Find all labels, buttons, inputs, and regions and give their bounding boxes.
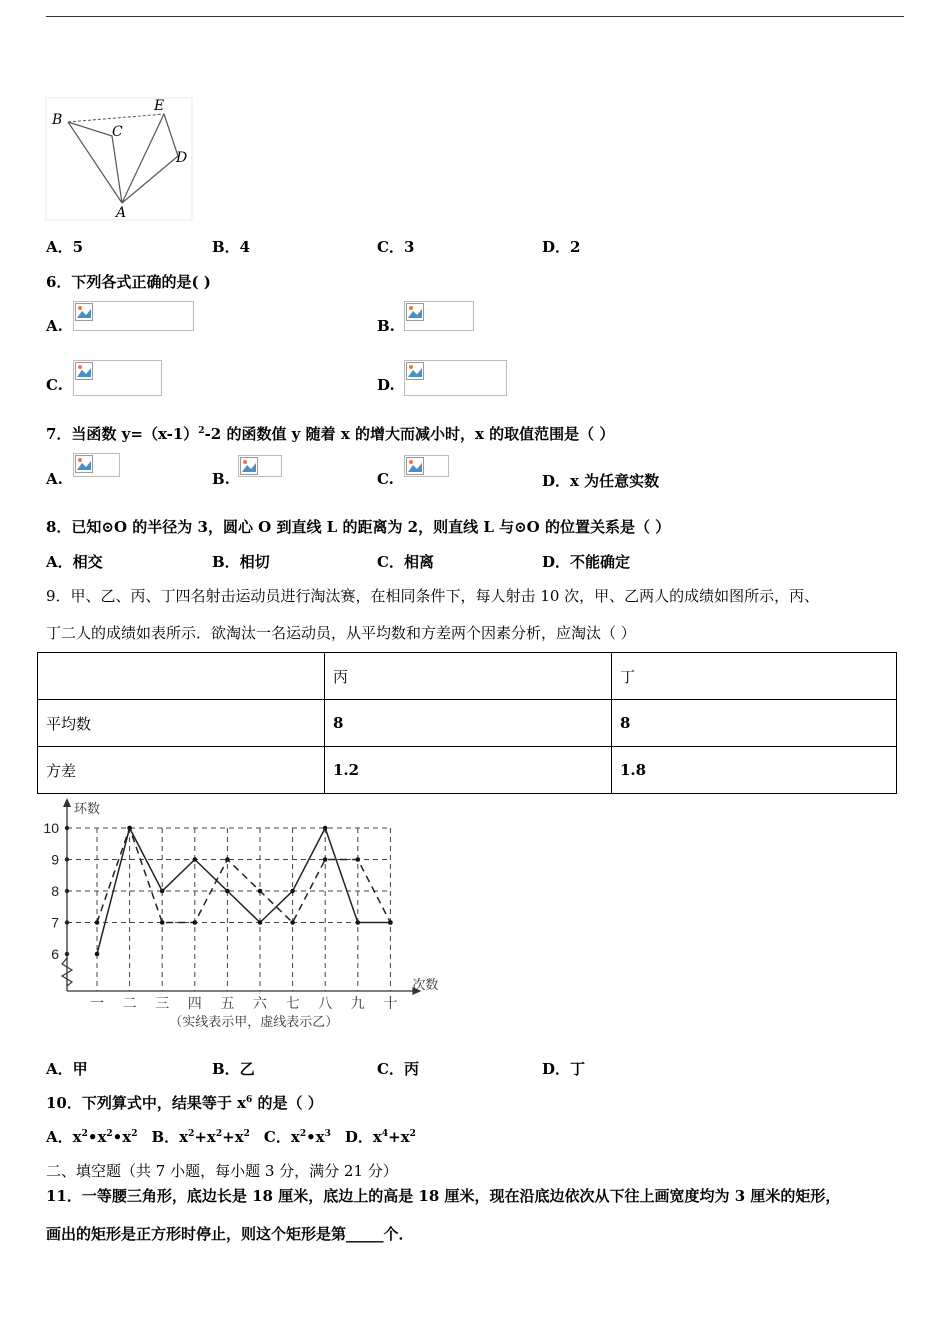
data-point-jia: [356, 920, 361, 925]
data-point-yi: [225, 857, 230, 862]
y-axis-label: 环数: [74, 802, 101, 817]
q7-stem-post: -2 的函数值 y 随着 x 的增大而减小时，x 的取值范围是（ ）: [204, 425, 615, 443]
data-point-yi: [290, 920, 295, 925]
label-a: A: [116, 205, 127, 221]
q5-option-d[interactable]: D．2: [542, 238, 581, 256]
table-cell: 8: [612, 700, 897, 747]
q10-term-base: +x: [388, 1128, 410, 1146]
q7-option-d[interactable]: D．x 为任意实数: [542, 472, 660, 490]
table-cell: 1.2: [325, 747, 612, 794]
label-b: B: [52, 112, 63, 128]
table-cell: [38, 653, 325, 700]
q10-option-label: C．: [263, 1128, 291, 1146]
q10-option-label: A．: [46, 1128, 73, 1146]
q10-term-base: •x: [87, 1128, 107, 1146]
q5-option-c[interactable]: C．3: [377, 238, 415, 256]
geometry-figure: [44, 96, 194, 222]
data-point-yi: [193, 920, 198, 925]
q10-option-b[interactable]: [151, 1128, 249, 1146]
q10-term-exponent: 4: [381, 1129, 389, 1139]
q10-option-label: B．: [151, 1128, 180, 1146]
y-tick-label: 7: [51, 914, 59, 931]
q10-term-exponent: 2: [299, 1129, 307, 1139]
q10-term-base: +x: [222, 1128, 244, 1146]
q10-term-exponent: 2: [409, 1129, 416, 1139]
y-tick-dot: [65, 857, 69, 861]
broken-image-icon: [406, 303, 424, 321]
q10-term-exponent: 2: [131, 1129, 138, 1139]
y-tick-dot: [65, 826, 69, 830]
q10-stem-sup: 6: [246, 1095, 253, 1105]
data-point-yi: [388, 920, 393, 925]
broken-image-icon: [240, 457, 258, 475]
q6-b-broken-image: [404, 301, 474, 331]
data-point-jia: [258, 920, 263, 925]
y-tick-label: 8: [51, 883, 59, 899]
q9-stem-line1: 9．甲、乙、丙、丁四名射击运动员进行淘汰赛，在相同条件下，每人射击 10 次，甲、乙两人的成绩如图所示，丙、: [46, 587, 820, 605]
q6-stem: 6．下列各式正确的是( ): [46, 273, 211, 291]
chart-caption: （实线表示甲，虚线表示乙）: [169, 1015, 339, 1030]
q8-option-d[interactable]: D．不能确定: [542, 553, 631, 571]
q8-option-b[interactable]: B．相切: [212, 553, 270, 571]
broken-image-icon: [75, 303, 93, 321]
x-tick-label: 五: [220, 996, 235, 1012]
q7-stem-sup: 2: [198, 426, 205, 436]
q9-option-b[interactable]: B．乙: [212, 1060, 255, 1078]
y-tick-label: 6: [51, 946, 59, 962]
q10-option-a[interactable]: [46, 1128, 137, 1146]
x-tick-label: 七: [285, 996, 300, 1012]
q6-option-d[interactable]: D.: [377, 376, 395, 394]
x-tick-label: 一: [90, 996, 104, 1012]
y-tick-dot: [65, 952, 69, 956]
y-tick-dot: [65, 889, 69, 893]
x-tick-label: 四: [187, 996, 202, 1012]
y-axis-arrow: [63, 798, 71, 807]
x-axis-label: 次数: [412, 978, 439, 993]
q6-c-broken-image: [73, 360, 162, 396]
q9-option-d[interactable]: D．丁: [542, 1060, 586, 1078]
q11-line2: 画出的矩形是正方形时停止，则这个矩形是第_____个．: [46, 1225, 414, 1243]
q7-option-c[interactable]: C.: [377, 470, 394, 488]
data-point-jia: [290, 889, 295, 894]
q10-term-base: •x: [112, 1128, 132, 1146]
q10-term-base: x: [290, 1128, 300, 1146]
table-row: [38, 747, 897, 794]
q10-term-exponent: 2: [81, 1129, 88, 1139]
x-tick-label: 二: [122, 996, 137, 1012]
q7-stem: [46, 423, 614, 444]
q6-option-b[interactable]: B.: [377, 317, 395, 335]
q7-stem-pre: 7．当函数 y=（x-1）: [46, 425, 199, 443]
q9-table: [37, 652, 897, 794]
q10-term-exponent: 3: [324, 1129, 331, 1139]
data-point-jia: [225, 889, 230, 894]
q10-stem-post: 的是（ ）: [252, 1094, 323, 1112]
q10-term-base: x: [179, 1128, 189, 1146]
q6-option-c[interactable]: C.: [46, 376, 63, 394]
x-tick-label: 六: [253, 996, 267, 1012]
q10-option-c[interactable]: [264, 1128, 331, 1146]
series-line-yi: [97, 828, 390, 923]
q6-option-a[interactable]: A.: [46, 317, 63, 335]
broken-image-icon: [406, 457, 424, 475]
q9-option-a[interactable]: A．甲: [46, 1060, 88, 1078]
q8-option-c[interactable]: C．相离: [377, 553, 434, 571]
data-point-jia: [160, 889, 165, 894]
label-d: D: [176, 150, 188, 166]
section-2-heading: 二、填空题（共 7 小题，每小题 3 分，满分 21 分）: [46, 1162, 398, 1180]
x-tick-label: 十: [383, 996, 398, 1012]
data-point-yi: [323, 857, 328, 862]
q7-option-b[interactable]: B.: [212, 470, 230, 488]
table-cell: 1.8: [612, 747, 897, 794]
top-rule: [46, 16, 904, 17]
broken-image-icon: [406, 362, 424, 380]
y-tick-label: 10: [43, 820, 59, 836]
q10-stem: [46, 1092, 323, 1113]
q10-option-d[interactable]: [345, 1128, 416, 1146]
table-row: [38, 653, 897, 700]
table-cell: 丁: [612, 653, 897, 700]
q6-d-broken-image: [404, 360, 507, 396]
q10-options: [46, 1126, 430, 1147]
data-point-yi: [160, 920, 165, 925]
label-c: C: [112, 124, 123, 140]
q10-term-exponent: 2: [215, 1129, 223, 1139]
q8-option-a[interactable]: A．相交: [46, 553, 103, 571]
data-point-yi: [258, 889, 263, 894]
data-point-jia: [323, 826, 328, 831]
table-row: [38, 700, 897, 747]
q8-stem: 8．已知⊙O 的半径为 3，圆心 O 到直线 L 的距离为 2，则直线 L 与⊙O 的位置关系是（ ）: [46, 518, 671, 536]
q10-term-exponent: 2: [106, 1129, 113, 1139]
q10-option-label: D．: [344, 1128, 373, 1146]
y-tick-label: 9: [51, 851, 59, 868]
q7-b-broken-image: [238, 455, 282, 477]
broken-image-icon: [75, 362, 93, 380]
data-point-jia: [95, 952, 100, 957]
q11-line1: 11．一等腰三角形，底边长是 18 厘米，底边上的高是 18 厘米，现在沿底边依次从下往上画宽度均为 3 厘米的矩形，: [46, 1187, 841, 1205]
x-tick-label: 八: [318, 996, 333, 1012]
x-tick-label: 九: [350, 996, 365, 1012]
data-point-yi: [95, 920, 100, 925]
score-line-chart: [38, 795, 456, 1031]
q10-term-base: •x: [306, 1128, 325, 1146]
q10-term-exponent: 2: [188, 1129, 195, 1139]
q10-term-base: x: [72, 1128, 82, 1146]
table-cell: 丙: [325, 653, 612, 700]
table-cell: 方差: [38, 747, 325, 794]
q5-option-b[interactable]: B．4: [212, 238, 251, 256]
q9-option-c[interactable]: C．丙: [377, 1060, 419, 1078]
q7-c-broken-image: [404, 455, 449, 477]
table-cell: 8: [325, 700, 612, 747]
broken-image-icon: [75, 455, 93, 473]
q7-a-broken-image: [73, 453, 120, 477]
q7-option-a[interactable]: A.: [46, 470, 63, 488]
label-e: E: [154, 98, 165, 114]
q9-stem-line2: 丁二人的成绩如表所示．欲淘汰一名运动员，从平均数和方差两个因素分析，应淘汰（ ）: [46, 624, 636, 642]
data-point-jia: [193, 857, 198, 862]
q10-term-exponent: 2: [243, 1129, 250, 1139]
q10-term-base: x: [372, 1128, 382, 1146]
triangle-aed: [122, 114, 178, 203]
dashed-be: [68, 114, 164, 122]
q10-term-base: +x: [194, 1128, 216, 1146]
x-tick-label: 三: [155, 996, 170, 1012]
q10-stem-pre: 10．下列算式中，结果等于 x: [46, 1094, 247, 1112]
table-cell: 平均数: [38, 700, 325, 747]
q6-a-broken-image: [73, 301, 194, 331]
q5-option-a[interactable]: A．5: [46, 238, 84, 256]
y-tick-dot: [65, 920, 69, 924]
data-point-yi: [127, 826, 132, 831]
data-point-yi: [356, 857, 361, 862]
